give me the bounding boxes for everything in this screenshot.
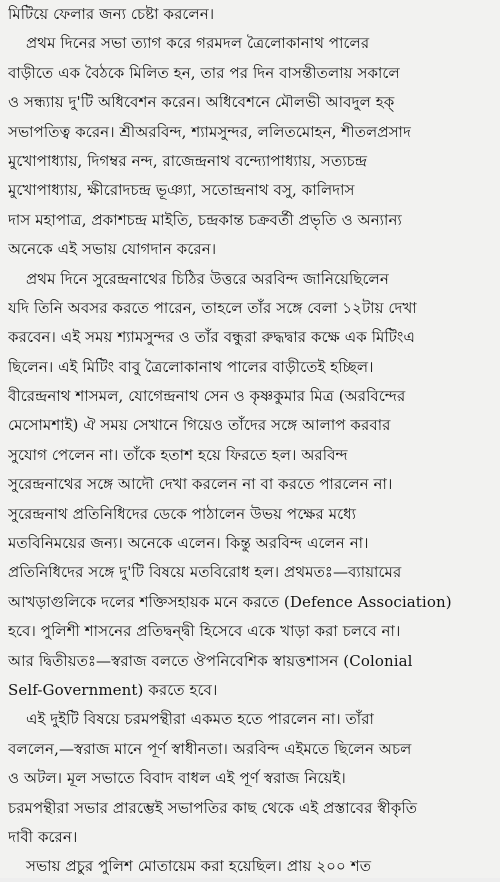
text-line: মুখোপাধ্যায়, ক্ষীরোদচন্দ্র ভূঞ্যা, সতোন্দ্রনাথ বসু, কালিদাস [8, 181, 355, 200]
text-line: বীরেন্দ্রনাথ শাসমল, যোগেন্দ্রনাথ সেন ও কৃষ্ণকুমার মিত্র (অরবিন্দের [8, 387, 406, 406]
text-line: সভাপতিত্ব করেন। শ্রীঅরবিন্দ, শ্যামসুন্দর, ললিতমোহন, শীতলপ্রসাদ [8, 122, 411, 141]
text-line: ও সন্ধ্যায় দু'টি অধিবেশন করেন। অধিবেশনে মৌলভী আবদুল হক্ [8, 93, 395, 112]
text-line: সুযোগ পেলেন না। তাঁকে হতাশ হয়ে ফিরতে হল। অরবিন্দ [8, 445, 348, 464]
text-line: মেসোমশাই) ঐ সময় সেখানে গিয়েও তাঁদের সঙ্গে আলাপ করবার [8, 416, 391, 435]
text-line: মতবিনিময়ের জন্য। অনেকে এলেন। কিন্তু অরবিন্দ এলেন না। [8, 534, 369, 553]
text-line: ছিলেন। এই মিটিং বাবু ত্রৈলোকানাথ পালের বাড়ীতেই হচ্ছিল। [8, 357, 374, 376]
body-text [8, 0, 492, 882]
text-line: হবে। পুলিশী শাসনের প্রতিদ্বন্দ্বী হিসেবে একে খাড়া করা চলবে না। [8, 622, 401, 641]
text-line: আর দ্বিতীয়তঃ—স্বরাজ বলতে ঔপনিবেশিক স্বায়ত্তশাসন (Colonial [8, 651, 413, 670]
text-line: মিটিয়ে ফেলার জন্য চেষ্টা করলেন। [8, 5, 215, 23]
text-line: বাড়ীতে এক বৈঠকে মিলিত হন, তার পর দিন বাসন্তীতলায় সকালে [8, 63, 400, 82]
text-line: করবেন। এই সময় শ্যামসুন্দর ও তাঁর বন্ধুরা রুদ্ধদ্বার কক্ষে এক মিটিংএ [8, 328, 415, 347]
text-line: চরমপন্থীরা সভার প্রারম্ভেই সভাপতির কাছ থেকে এই প্রস্তাবের স্বীকৃতি [8, 798, 418, 817]
text-line: ও অটল। মূল সভাতে বিবাদ বাধল এই পূর্ণ স্বরাজ নিয়েই। [8, 769, 346, 788]
text-line: এই দুইটি বিষয়ে চরমপন্থীরা একমত হতে পারলেন না। তাঁরা [26, 710, 374, 729]
text-line: সুরেন্দ্রনাথের সঙ্গে আদৌ দেখা করলেন না বা করতে পারলেন না। [8, 475, 393, 494]
text-line: Self-Government) করতে হবে। [8, 680, 218, 699]
text-line: অনেকে এই সভায় যোগদান করেন। [8, 240, 217, 259]
text-line: প্রথম দিনে সুরেন্দ্রনাথের চিঠির উত্তরে অরবিন্দ জানিয়েছিলেন [26, 269, 389, 288]
text-line: যদি তিনি অবসর করতে পারেন, তাহলে তাঁর সঙ্গে বেলা ১২টায় দেখা [8, 298, 417, 317]
text-line: দাস মহাপাত্র, প্রকাশচন্দ্র মাইতি, চন্দ্রকান্ত চক্রবর্তী প্রভৃতি ও অন্যান্য [8, 210, 402, 229]
text-line: সভায় প্রচুর পুলিশ মোতায়েম করা হয়েছিল। প্রায় ২০০ শত [26, 857, 372, 876]
text-line: দাবী করেন। [8, 827, 78, 846]
text-line: সুরেন্দ্রনাথ প্রতিনিধিদের ডেকে পাঠালেন উভয় পক্ষের মধ্যে [8, 504, 357, 523]
text-line: প্রতিনিধিদের সঙ্গে দু'টি বিষয়ে মতবিরোধ হল। প্রথমতঃ—ব্যায়ামের [8, 563, 402, 582]
text-line: আখড়াগুলিকে দলের শক্তিসহায়ক মনে করতে (Defence Association) [8, 592, 452, 611]
text-line: বললেন,—স্বরাজ মানে পূর্ণ স্বাধীনতা। অরবিন্দ এইমতে ছিলেন অচল [8, 739, 412, 758]
text-line: প্রথম দিনের সভা ত্যাগ করে গরমদল ত্রৈলোকানাথ পালের [26, 34, 370, 53]
text-line: মুখোপাধ্যায়, দিগম্বর নন্দ, রাজেন্দ্রনাথ বন্দ্যোপাধ্যায়, সত্যচন্দ্র [8, 151, 368, 170]
